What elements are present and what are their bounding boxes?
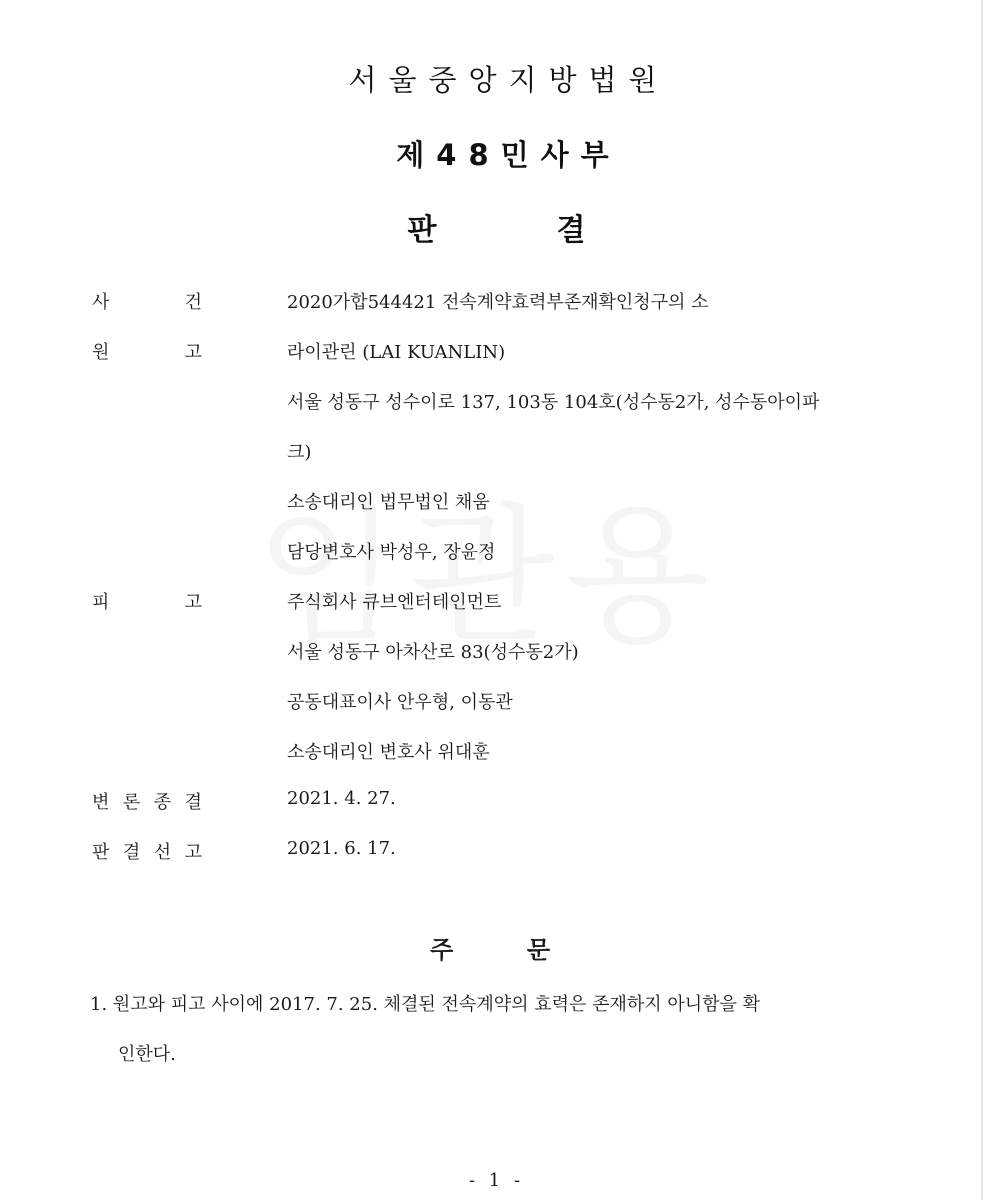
- order-item-1-line-2: 인한다.: [118, 1044, 176, 1065]
- hearing-closed-label: 변 론 종 결: [92, 792, 202, 813]
- page-number: - 1 -: [468, 1170, 525, 1191]
- judgment-date-label: 판 결 선 고: [92, 842, 202, 863]
- judgment-date: 2021. 6. 17.: [287, 838, 396, 859]
- order-heading: 주 문: [430, 936, 550, 964]
- division-name: 제48민사부: [396, 138, 621, 172]
- plaintiff-address-line2: 크): [287, 442, 312, 463]
- case-value: 2020가합544421 전속계약효력부존재확인청구의 소: [287, 292, 709, 313]
- defendant-representatives: 공동대표이사 안우형, 이동관: [287, 692, 513, 713]
- plaintiff-address-line1: 서울 성동구 성수이로 137, 103동 104호(성수동2가, 성수동아이파: [287, 392, 820, 413]
- plaintiff-counsel: 소송대리인 법무법인 채움: [287, 492, 490, 513]
- plaintiff-name: 라이관린 (LAI KUANLIN): [287, 342, 506, 363]
- document-type-char-1: 판: [407, 213, 437, 248]
- page-edge: [981, 0, 983, 1200]
- order-item-1-line-1: 1. 원고와 피고 사이에 2017. 7. 25. 체결된 전속계약의 효력은 존재하지 아니함을 확: [90, 994, 761, 1015]
- case-label: 사 건: [92, 292, 202, 313]
- plaintiff-label: 원 고: [92, 342, 202, 363]
- defendant-counsel: 소송대리인 변호사 위대훈: [287, 742, 490, 763]
- defendant-name: 주식회사 큐브엔터테인먼트: [287, 592, 502, 613]
- document-type: [0, 205, 993, 249]
- defendant-label: 피 고: [92, 592, 202, 613]
- plaintiff-attorneys: 담당변호사 박성우, 장윤정: [287, 542, 496, 563]
- defendant-address: 서울 성동구 아차산로 83(성수동2가): [287, 642, 579, 663]
- document-type-char-2: 결: [556, 213, 586, 248]
- hearing-closed-date: 2021. 4. 27.: [287, 788, 396, 809]
- court-name: 서울중앙지방법원: [348, 63, 669, 97]
